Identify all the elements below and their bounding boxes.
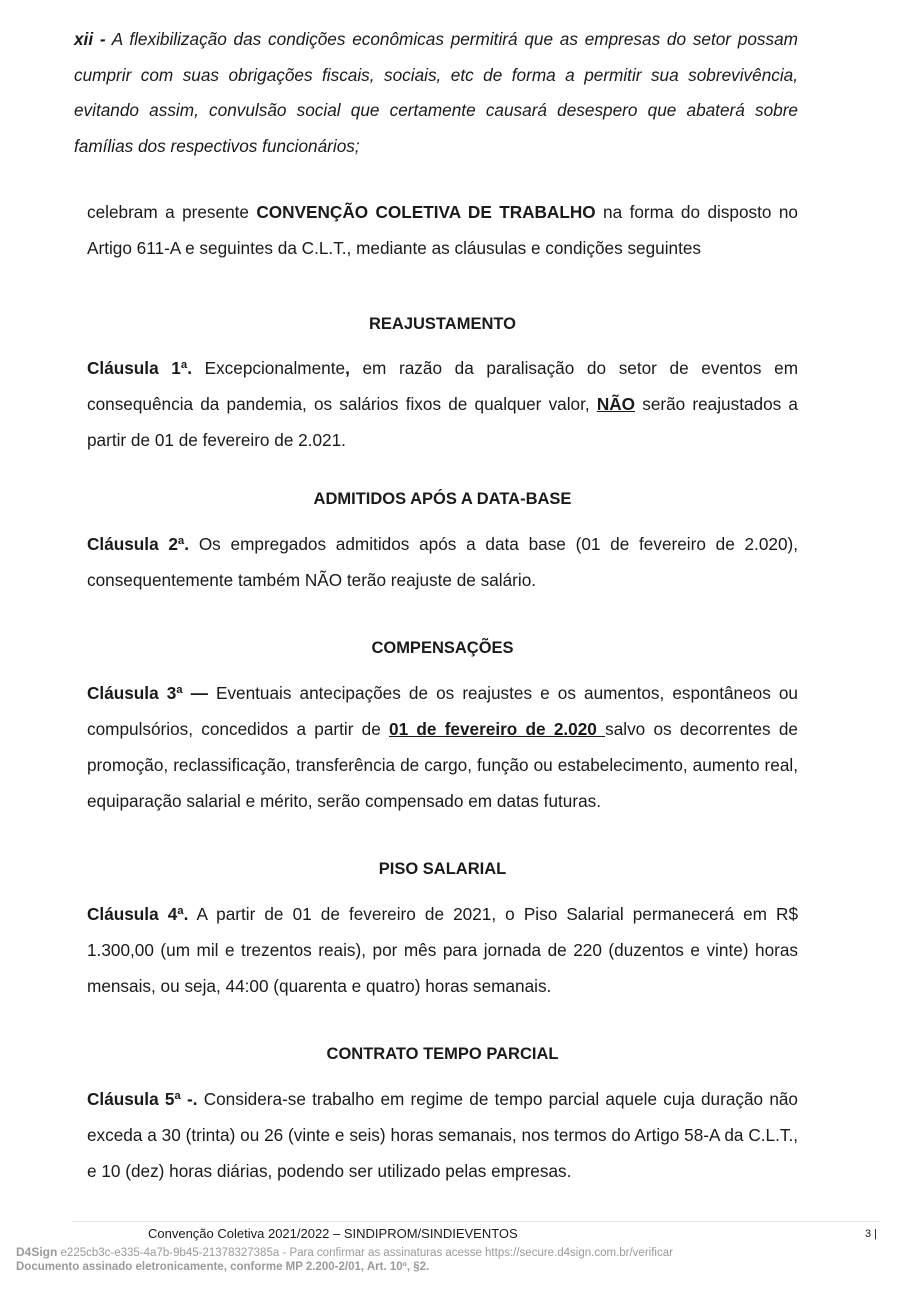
clause-1-underline: NÃO: [596, 394, 636, 414]
celebram-paragraph: [87, 194, 798, 266]
clause-4-label: Cláusula 4ª.: [87, 904, 189, 924]
clause-1-text-a: Excepcionalmente: [191, 358, 346, 378]
section-heading-admitidos: ADMITIDOS APÓS A DATA-BASE: [313, 490, 572, 508]
clause-1-label: Cláusula 1ª.: [87, 358, 192, 378]
section-heading-compensacoes: COMPENSAÇÕES: [371, 639, 514, 657]
section-heading-piso-salarial: PISO SALARIAL: [378, 860, 507, 878]
footer-title: Convenção Coletiva 2021/2022 – SINDIPROM/SINDIEVENTOS: [148, 1226, 518, 1241]
clause-3-text-b: salvo os decorrentes de promoção, reclassificação, transferência de cargo, função ou estabelecimento, aumento real, equiparação salarial e mérito, serão compensado em datas futuras.: [87, 719, 798, 811]
page-number: 3 |: [865, 1228, 878, 1240]
clause-3-underline: 01 de fevereiro de 2.020: [389, 719, 606, 739]
celebram-post: na forma do disposto no Artigo 611-A e seguintes da C.L.T., mediante as cláusulas e condições seguintes: [87, 202, 798, 258]
signature-line: [16, 1245, 673, 1259]
clause-3-paragraph: [87, 675, 798, 819]
clause-1-comma: ,: [345, 358, 350, 378]
clause-3-text-a: Eventuais antecipações de os reajustes e os aumentos, espontâneos ou compulsórios, concedidos a partir de: [87, 683, 798, 739]
footer-divider: [72, 1221, 880, 1222]
clause-3-label: Cláusula 3ª —: [87, 683, 208, 703]
signature-legal-text: Documento assinado eletronicamente, conforme MP 2.200-2/01, Art. 10º, §2.: [16, 1261, 430, 1273]
section-heading-contrato-tempo-parcial: CONTRATO TEMPO PARCIAL: [326, 1045, 559, 1063]
intro-marker: xii -: [74, 29, 106, 49]
clause-4-text: A partir de 01 de fevereiro de 2021, o Piso Salarial permanecerá em R$ 1.300,00 (um mil e trezentos reais), por mês para jornada de 220 (duzentos e vinte) horas mensais, ou seja, 44:00 (quarenta e quatro) horas semanais.: [87, 904, 798, 996]
clause-5-text: Considera-se trabalho em regime de tempo parcial aquele cuja duração não exceda a 30 (trinta) ou 26 (vinte e seis) horas semanais, nos termos do Artigo 58-A da C.L.T., e 10 (dez) horas diárias, podendo ser utilizado pelas empresas.: [87, 1089, 798, 1181]
clause-5-paragraph: [87, 1081, 798, 1189]
clause-2-paragraph: [87, 526, 798, 598]
clause-1-text-d: serão reajustados a partir de 01 de fevereiro de 2.021.: [87, 394, 798, 450]
d4sign-brand: D4Sign: [16, 1245, 58, 1259]
clause-1-text-c: em razão da paralisação do setor de eventos em consequência da pandemia, os salários fixos de qualquer valor,: [87, 358, 799, 414]
signature-verify-text: e225cb3c-e335-4a7b-9b45-21378327385a - Para confirmar as assinaturas acesse https://secure.d4sign.com.br/verificar: [57, 1247, 673, 1259]
clause-1-paragraph: [87, 350, 798, 458]
clause-2-text: Os empregados admitidos após a data base (01 de fevereiro de 2.020), consequentemente também NÃO terão reajuste de salário.: [87, 534, 798, 590]
intro-paragraph: [74, 22, 798, 164]
clause-2-label: Cláusula 2ª.: [87, 534, 190, 554]
clause-5-label: Cláusula 5ª -.: [87, 1089, 198, 1109]
section-heading-reajustamento: REAJUSTAMENTO: [369, 315, 516, 333]
celebram-pre: celebram a presente: [87, 202, 257, 222]
celebram-bold: CONVENÇÃO COLETIVA DE TRABALHO: [256, 202, 596, 222]
intro-text: A flexibilização das condições econômicas permitirá que as empresas do setor possam cumprir com suas obrigações fiscais, sociais, etc de forma a permitir sua sobrevivência, evitando assim, convulsão social que certamente causará desespero que abaterá sobre famílias dos respectivos funcionários;: [74, 29, 798, 156]
clause-4-paragraph: [87, 896, 798, 1004]
